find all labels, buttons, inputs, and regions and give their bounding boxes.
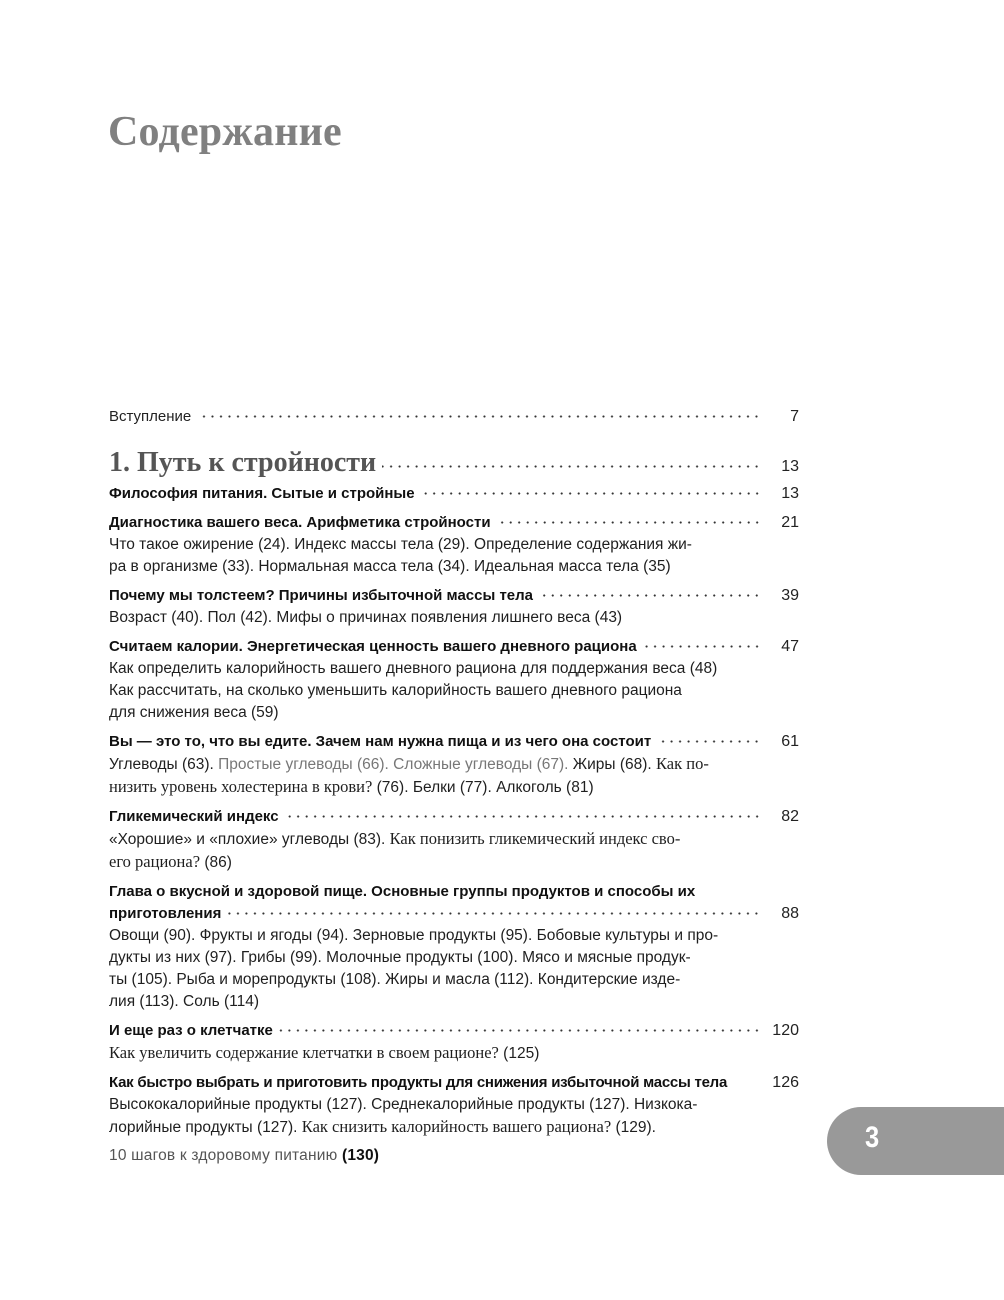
toc-page-number: 13 xyxy=(781,458,799,475)
subtopics-line: для снижения веса (59) xyxy=(109,704,279,721)
footer-entry-title: 10 шагов к здоровому питанию xyxy=(109,1147,338,1164)
toc-page-number: 21 xyxy=(781,514,799,531)
subtopics-line: лия (113). Соль (114) xyxy=(109,993,259,1010)
section-title: Философия питания. Сытые и стройные xyxy=(109,485,415,502)
toc-section-heading[interactable] xyxy=(109,806,799,828)
section-title: Как быстро выбрать и приготовить продукты для снижения избыточной массы тела xyxy=(109,1074,728,1091)
section-title: И еще раз о клетчатке xyxy=(109,1022,273,1039)
section-subtopics xyxy=(109,753,759,799)
toc-section-heading[interactable] xyxy=(109,636,799,658)
toc-section-heading[interactable] xyxy=(109,903,799,925)
toc-section-heading[interactable] xyxy=(109,483,799,505)
subtopic-text: (125) xyxy=(498,1045,540,1062)
toc-page-number: 47 xyxy=(781,638,799,655)
subtopics-line xyxy=(109,851,759,874)
page-number: 3 xyxy=(865,1121,880,1154)
dot-leader xyxy=(279,1029,761,1032)
toc-section xyxy=(109,483,799,505)
dot-leader xyxy=(227,912,761,915)
subtopic-text: (129). xyxy=(611,1119,656,1136)
subtopic-text: «Хорошие» и «плохие» углеводы (83). xyxy=(109,831,390,848)
subtopics-line: Что такое ожирение (24). Индекс массы тела (29). Определение содержания жи- xyxy=(109,536,692,553)
toc-page-number: 61 xyxy=(781,733,799,750)
page-title: Содержание xyxy=(108,109,342,155)
toc-section xyxy=(109,512,799,578)
toc-page-number: 120 xyxy=(772,1022,799,1039)
subtopic-text: Жиры (68). xyxy=(568,756,656,773)
section-subtopics xyxy=(109,607,759,629)
subtopic-text-serif: низить уровень холестерина в крови? xyxy=(109,777,373,796)
toc-chapter-heading[interactable] xyxy=(109,447,799,479)
toc-section-heading[interactable] xyxy=(109,585,799,607)
subtopic-text-gray: Простые углеводы (66). Сложные углеводы (67). xyxy=(218,756,569,773)
toc-section-heading[interactable] xyxy=(109,1072,799,1094)
section-title: Вы — это то, что вы едите. Зачем нам нужна пища и из чего она состоит xyxy=(109,733,652,750)
subtopics-line: Овощи (90). Фрукты и ягоды (94). Зерновые продукты (95). Бобовые культуры и про- xyxy=(109,927,719,944)
toc-section-heading[interactable] xyxy=(109,512,799,534)
section-subtopics xyxy=(109,1042,759,1065)
subtopics-line: Как определить калорийность вашего дневного рациона для поддержания веса (48) xyxy=(109,660,718,677)
toc-page-number: 126 xyxy=(772,1074,799,1091)
toc-page-number: 82 xyxy=(781,808,799,825)
section-title: Считаем калории. Энергетическая ценность вашего дневного рациона xyxy=(109,638,637,655)
toc-section xyxy=(109,636,799,724)
toc-entry-intro[interactable] xyxy=(109,408,799,434)
dot-leader xyxy=(731,1081,765,1084)
subtopics-line xyxy=(109,828,759,851)
toc-section xyxy=(109,731,799,799)
subtopic-text-serif: Как по- xyxy=(656,754,709,773)
dot-leader xyxy=(497,521,761,524)
subtopics-line xyxy=(109,776,759,799)
subtopics-line: Возраст (40). Пол (42). Мифы о причинах появления лишнего веса (43) xyxy=(109,609,623,626)
toc-footer-entry[interactable] xyxy=(109,1145,799,1167)
section-subtopics xyxy=(109,658,759,724)
subtopic-text-serif: его рациона? xyxy=(109,852,201,871)
dot-leader xyxy=(539,594,761,597)
subtopics-line xyxy=(109,1042,759,1065)
toc-section xyxy=(109,585,799,629)
dot-leader xyxy=(382,465,761,468)
dot-leader xyxy=(643,645,761,648)
toc-section-heading[interactable] xyxy=(109,731,799,753)
section-title: Гликемический индекс xyxy=(109,808,279,825)
section-title: приготовления xyxy=(109,905,222,922)
footer-entry-page: (130) xyxy=(341,1147,380,1164)
section-subtopics xyxy=(109,534,759,578)
subtopics-line xyxy=(109,1116,759,1139)
page-number-tab xyxy=(827,1107,1004,1175)
subtopics-line: дукты из них (97). Грибы (99). Молочные продукты (100). Мясо и мясные продук- xyxy=(109,949,691,966)
toc-page-number: 88 xyxy=(781,905,799,922)
subtopics-line xyxy=(109,753,759,776)
subtopics-line: Высококалорийные продукты (127). Среднекалорийные продукты (127). Низкока- xyxy=(109,1096,698,1113)
subtopics-line: ты (105). Рыба и морепродукты (108). Жиры и масла (112). Кондитерские изде- xyxy=(109,971,681,988)
section-title: Диагностика вашего веса. Арифметика стройности xyxy=(109,514,491,531)
dot-leader xyxy=(285,815,761,818)
toc-section xyxy=(109,1020,799,1065)
subtopics-line: Как рассчитать, на сколько уменьшить калорийность вашего дневного рациона xyxy=(109,682,682,699)
table-of-contents xyxy=(109,408,799,1167)
toc-page-number: 39 xyxy=(781,587,799,604)
subtopic-text: лорийные продукты (127). xyxy=(109,1119,302,1136)
subtopics-line: ра в организме (33). Нормальная масса тела (34). Идеальная масса тела (35) xyxy=(109,558,671,575)
section-title: Почему мы толстеем? Причины избыточной массы тела xyxy=(109,587,534,604)
subtopic-text: (76). Белки (77). Алкоголь (81) xyxy=(372,779,594,796)
chapter-title: 1. Путь к стройности xyxy=(109,447,377,478)
toc-section xyxy=(109,1072,799,1139)
subtopic-text-serif: Как увеличить содержание клетчатки в своем рационе? xyxy=(109,1043,499,1062)
subtopic-text-serif: Как понизить гликемический индекс сво- xyxy=(389,829,681,848)
dot-leader xyxy=(197,415,761,418)
toc-section xyxy=(109,806,799,874)
subtopic-text: Углеводы (63). xyxy=(109,756,219,773)
dot-leader xyxy=(657,740,761,743)
toc-section-heading[interactable] xyxy=(109,1020,799,1042)
toc-section xyxy=(109,881,799,1013)
section-subtopics xyxy=(109,1094,759,1139)
toc-entry-title: Вступление xyxy=(109,408,192,425)
toc-page-number: 7 xyxy=(790,408,799,425)
subtopic-text-serif: Как снизить калорийность вашего рациона? xyxy=(301,1117,612,1136)
subtopic-text: (86) xyxy=(200,854,232,871)
section-title-line[interactable]: Глава о вкусной и здоровой пище. Основные группы продуктов и способы их xyxy=(109,883,696,900)
toc-page-number: 13 xyxy=(781,485,799,502)
section-subtopics xyxy=(109,828,759,874)
dot-leader xyxy=(421,492,761,495)
section-subtopics xyxy=(109,925,759,1013)
